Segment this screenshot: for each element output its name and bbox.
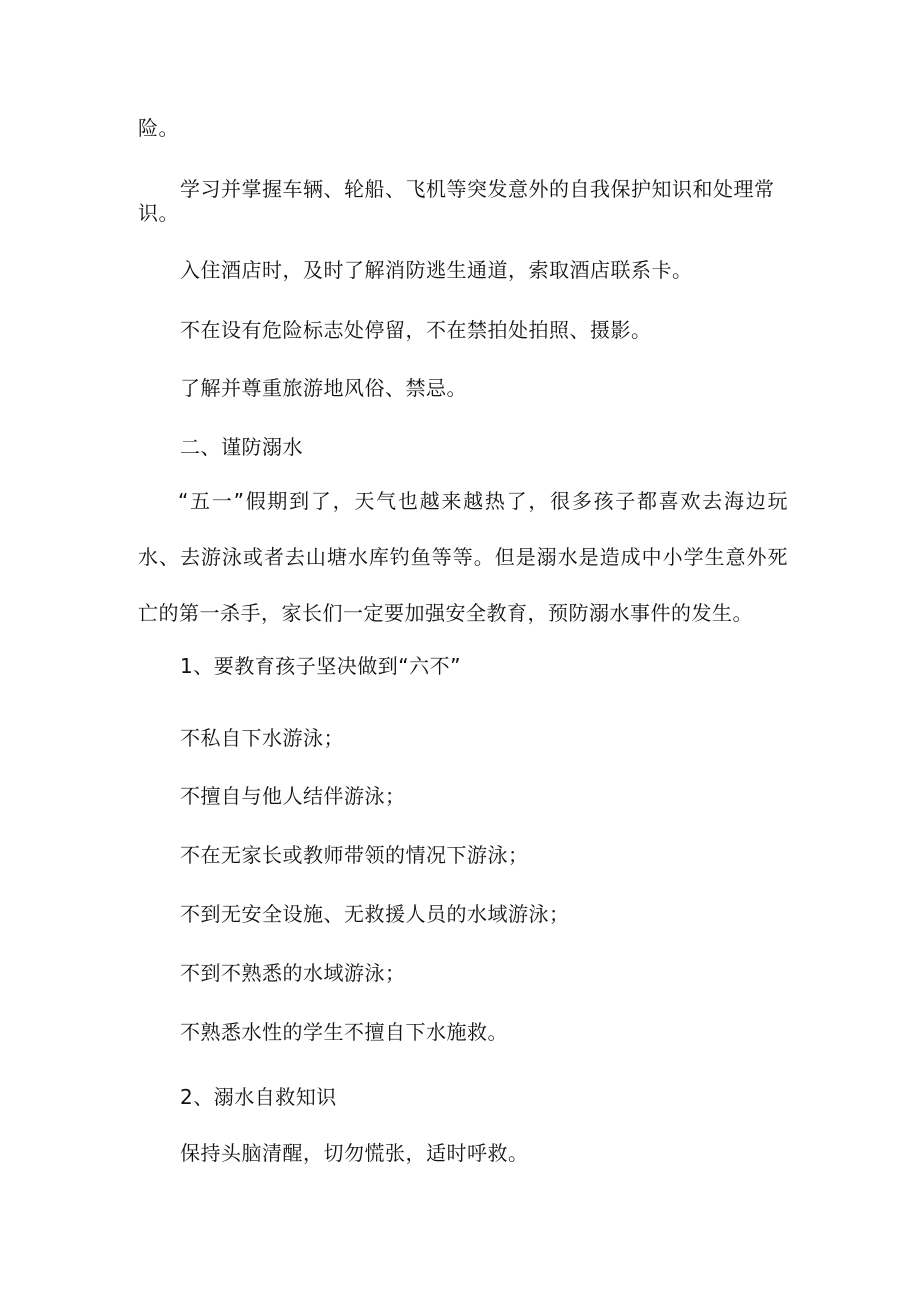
paragraph-danger-signs: 不在设有危险标志处停留，不在禁拍处拍照、摄影。 <box>180 318 652 342</box>
subheading-six-nots: 1、要教育孩子坚决做到“六不” <box>180 654 461 678</box>
paragraph-customs: 了解并尊重旅游地风俗、禁忌。 <box>180 376 467 400</box>
paragraph-may-day: “五一”假期到了，天气也越来越热了，很多孩子都喜欢去海边玩水、去游泳或者去山塘水库钓鱼等等。但是溺水是造成中小学生意外死亡的第一杀手，家长们一定要加强安全教育，预防溺水事件的发生。 <box>138 489 788 625</box>
rule-item: 不擅自与他人结伴游泳； <box>180 784 406 808</box>
section-heading-drowning: 二、谨防溺水 <box>180 435 303 459</box>
rule-item: 不到无安全设施、无救援人员的水域游泳； <box>180 902 570 926</box>
paragraph-hotel: 入住酒店时，及时了解消防逃生通道，索取酒店联系卡。 <box>180 258 693 282</box>
rule-item: 不在无家长或教师带领的情况下游泳； <box>180 843 529 867</box>
rule-item: 不到不熟悉的水域游泳； <box>180 961 406 985</box>
subheading-self-rescue: 2、溺水自救知识 <box>180 1085 337 1109</box>
paragraph-stay-calm: 保持头脑清醒，切勿慌张，适时呼救。 <box>180 1141 529 1165</box>
rule-item: 不熟悉水性的学生不擅自下水施救。 <box>180 1020 508 1044</box>
paragraph-self-protection: 学习并掌握车辆、轮船、飞机等突发意外的自我保护知识和处理常识。 <box>138 177 775 225</box>
paragraph-continuation: 险。 <box>138 116 179 140</box>
rule-item: 不私自下水游泳； <box>180 726 344 750</box>
